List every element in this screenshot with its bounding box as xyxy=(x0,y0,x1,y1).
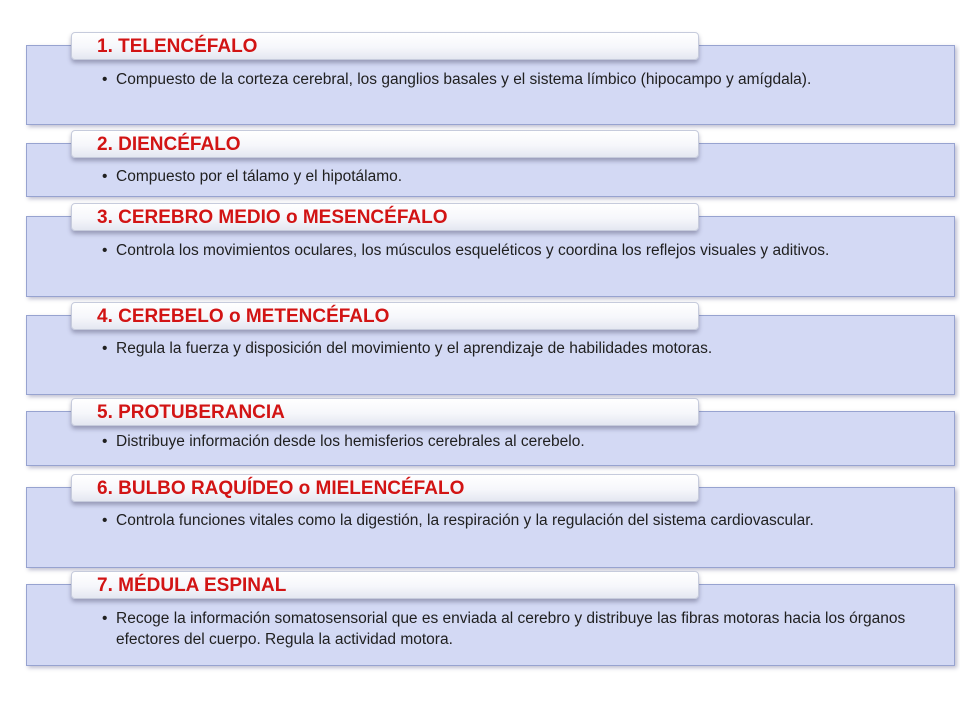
bullet-dot: • xyxy=(102,610,108,627)
bullet-text: Compuesto de la corteza cerebral, los ganglios basales y el sistema límbico (hipocampo y amígdala). xyxy=(116,71,812,88)
bullet-item xyxy=(102,240,915,261)
section-bullets xyxy=(102,338,915,359)
bullet-dot: • xyxy=(102,71,108,88)
bullet-text: Compuesto por el tálamo y el hipotálamo. xyxy=(116,168,403,185)
bullet-dot: • xyxy=(102,242,108,259)
bullet-item xyxy=(102,510,915,531)
section-protuberancia xyxy=(26,398,955,466)
section-mesencefalo xyxy=(26,203,955,297)
section-bullets xyxy=(102,608,915,650)
bullet-item xyxy=(102,338,915,359)
section-title: 7. MÉDULA ESPINAL xyxy=(71,571,699,599)
bullet-text: Controla funciones vitales como la digestión, la respiración y la regulación del sistema cardiovascular. xyxy=(116,512,814,529)
bullet-text: Regula la fuerza y disposición del movimiento y el aprendizaje de habilidades motoras. xyxy=(116,340,713,357)
section-metencefalo xyxy=(26,302,955,395)
section-telencefalo xyxy=(26,32,955,125)
bullet-item xyxy=(102,431,915,452)
section-title: 6. BULBO RAQUÍDEO o MIELENCÉFALO xyxy=(71,474,699,502)
section-title: 5. PROTUBERANCIA xyxy=(71,398,699,426)
bullet-dot: • xyxy=(102,340,108,357)
bullet-item xyxy=(102,69,915,90)
section-title: 2. DIENCÉFALO xyxy=(71,130,699,158)
section-bullets xyxy=(102,431,915,452)
section-bullets xyxy=(102,240,915,261)
section-title: 4. CEREBELO o METENCÉFALO xyxy=(71,302,699,330)
bullet-text: Controla los movimientos oculares, los músculos esqueléticos y coordina los reflejos visuales y aditivos. xyxy=(116,242,830,259)
bullet-item xyxy=(102,166,915,187)
bullet-text: Distribuye información desde los hemisferios cerebrales al cerebelo. xyxy=(116,433,585,450)
section-medula-espinal xyxy=(26,571,955,666)
bullet-item xyxy=(102,608,915,650)
bullet-dot: • xyxy=(102,512,108,529)
section-title: 1. TELENCÉFALO xyxy=(71,32,699,60)
section-bullets xyxy=(102,510,915,531)
bullet-dot: • xyxy=(102,168,108,185)
bullet-text: Recoge la información somatosensorial que es enviada al cerebro y distribuye las fibras motoras hacia los órganos efectores del cuerpo. Regula la actividad motora. xyxy=(116,610,906,648)
section-bullets xyxy=(102,166,915,187)
bullet-dot: • xyxy=(102,433,108,450)
section-title: 3. CEREBRO MEDIO o MESENCÉFALO xyxy=(71,203,699,231)
section-diencefalo xyxy=(26,130,955,197)
section-mielencefalo xyxy=(26,474,955,568)
section-bullets xyxy=(102,69,915,90)
